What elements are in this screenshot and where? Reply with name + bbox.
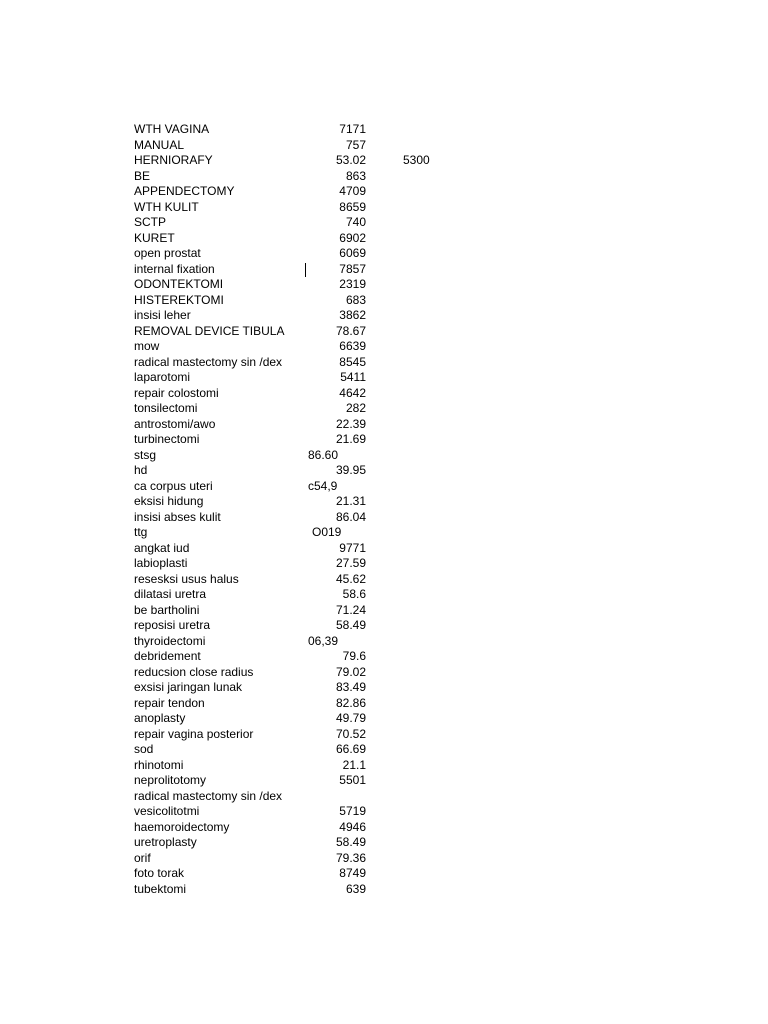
table-row	[0, 122, 768, 138]
table-row	[0, 603, 768, 619]
procedure-name: antrostomi/awo	[134, 416, 216, 431]
procedure-code: 4642	[339, 385, 366, 400]
table-row	[0, 525, 768, 541]
procedure-code: 71.24	[335, 602, 366, 617]
procedure-code: 5411	[340, 370, 366, 384]
procedure-extra-code: 5300	[403, 153, 430, 167]
procedure-name: orif	[134, 850, 151, 865]
procedure-name: reposisi uretra	[134, 618, 211, 632]
procedure-name: radical mastectomy sin /dex	[134, 788, 283, 803]
procedure-code: 49.79	[335, 711, 366, 725]
procedure-name: repair vagina posterior	[134, 726, 254, 741]
procedure-name: rhinotomi	[134, 757, 184, 772]
table-row	[0, 200, 768, 216]
table-row	[0, 184, 768, 200]
procedure-name: turbinectomi	[134, 432, 200, 446]
table-row	[0, 866, 768, 882]
table-row	[0, 231, 768, 247]
procedure-name: thyroidectomi	[134, 633, 206, 648]
procedure-name: HISTEREKTOMI	[134, 292, 224, 307]
procedure-name: dilatasi uretra	[134, 587, 207, 601]
procedure-code: 683	[345, 292, 366, 307]
procedure-name: reducsion close radius	[134, 664, 254, 679]
procedure-name: uretroplasty	[134, 835, 197, 849]
procedure-code: 863	[345, 168, 366, 183]
table-row	[0, 432, 768, 448]
table-row	[0, 138, 768, 154]
procedure-code: 2319	[339, 277, 366, 291]
table-row	[0, 262, 768, 278]
table-row	[0, 386, 768, 402]
procedure-name: neprolitotomy	[134, 773, 207, 787]
procedure-code: c54,9	[308, 478, 338, 493]
procedure-code: 757	[345, 137, 366, 152]
procedure-name: be bartholini	[134, 602, 200, 617]
procedure-code: 82.86	[335, 695, 366, 710]
table-row	[0, 835, 768, 851]
procedure-name: haemoroidectomy	[134, 819, 230, 834]
procedure-name: repair colostomi	[134, 385, 219, 400]
procedure-name: ca corpus uteri	[134, 478, 213, 493]
procedure-code: 58.6	[342, 587, 366, 601]
procedure-name: laparotomi	[134, 370, 191, 384]
table-row	[0, 324, 768, 340]
table-row	[0, 634, 768, 650]
table-row	[0, 479, 768, 495]
procedure-code: 5501	[339, 773, 366, 787]
procedure-name: KURET	[134, 230, 175, 245]
procedure-code: 8749	[339, 866, 366, 880]
procedure-code: 78.67	[335, 323, 366, 338]
table-row	[0, 773, 768, 789]
table-row	[0, 556, 768, 572]
procedure-name: insisi leher	[134, 308, 191, 322]
table-row	[0, 804, 768, 820]
table-row	[0, 649, 768, 665]
procedure-code: 6902	[339, 230, 366, 245]
procedure-code: 27.59	[335, 556, 366, 570]
procedure-code: 4946	[339, 819, 366, 834]
table-row	[0, 851, 768, 867]
procedure-name: mow	[134, 339, 160, 353]
procedure-name: sod	[134, 742, 154, 756]
table-row	[0, 742, 768, 758]
table-row	[0, 510, 768, 526]
procedure-code: 58.49	[335, 835, 366, 849]
procedure-code: 86.60	[308, 447, 339, 462]
table-row	[0, 572, 768, 588]
procedure-code: 70.52	[335, 726, 366, 741]
table-row	[0, 680, 768, 696]
procedure-code: 8659	[339, 199, 366, 214]
procedure-code: 83.49	[335, 680, 366, 694]
procedure-name: BE	[134, 168, 151, 183]
procedure-name: eksisi hidung	[134, 494, 204, 508]
procedure-name: SCTP	[134, 215, 167, 229]
procedure-code: 06,39	[308, 633, 339, 648]
procedure-code: 5719	[339, 804, 366, 818]
procedure-code-list	[0, 122, 768, 897]
procedure-name: vesicolitotmi	[134, 804, 200, 818]
procedure-name: stsg	[134, 447, 157, 462]
text-cursor	[305, 263, 306, 277]
table-row	[0, 587, 768, 603]
procedure-code: 21.69	[335, 432, 366, 446]
table-row	[0, 308, 768, 324]
procedure-code: 58.49	[335, 618, 366, 632]
table-row	[0, 448, 768, 464]
table-row	[0, 711, 768, 727]
table-row	[0, 696, 768, 712]
table-row	[0, 370, 768, 386]
table-row	[0, 339, 768, 355]
procedure-code: 79.02	[335, 664, 366, 679]
procedure-name: resesksi usus halus	[134, 571, 239, 586]
table-row	[0, 541, 768, 557]
procedure-code: 86.04	[335, 509, 366, 524]
table-row	[0, 401, 768, 417]
procedure-code: O019	[312, 525, 342, 539]
table-row	[0, 153, 768, 169]
procedure-name: APPENDECTOMY	[134, 184, 235, 198]
procedure-name: labioplasti	[134, 556, 188, 570]
procedure-name: angkat iud	[134, 540, 190, 555]
procedure-code: 7171	[339, 122, 366, 136]
table-row	[0, 789, 768, 805]
procedure-name: ODONTEKTOMI	[134, 277, 224, 291]
table-row	[0, 355, 768, 371]
procedure-name: hd	[134, 463, 148, 477]
procedure-code: 79.36	[335, 850, 366, 865]
procedure-name: WTH VAGINA	[134, 122, 210, 136]
table-row	[0, 665, 768, 681]
procedure-code: 639	[345, 881, 366, 896]
procedure-code: 21.31	[335, 494, 366, 508]
procedure-code: 45.62	[335, 571, 366, 586]
procedure-name: open prostat	[134, 246, 201, 260]
procedure-code: 740	[345, 215, 366, 229]
procedure-name: WTH KULIT	[134, 199, 199, 214]
procedure-code: 3862	[339, 308, 366, 322]
procedure-name: tubektomi	[134, 881, 187, 896]
procedure-name: radical mastectomy sin /dex	[134, 354, 283, 369]
table-row	[0, 758, 768, 774]
procedure-code: 79.6	[342, 649, 366, 663]
procedure-code: 7857	[339, 261, 366, 276]
table-row	[0, 727, 768, 743]
procedure-code: 282	[345, 401, 366, 415]
table-row	[0, 246, 768, 262]
procedure-name: REMOVAL DEVICE TIBULA	[134, 323, 285, 338]
procedure-name: repair tendon	[134, 695, 205, 710]
procedure-name: tonsilectomi	[134, 401, 198, 415]
procedure-name: HERNIORAFY	[134, 153, 213, 167]
procedure-name: exsisi jaringan lunak	[134, 680, 243, 694]
table-row	[0, 494, 768, 510]
procedure-name: ttg	[134, 525, 148, 539]
procedure-name: foto torak	[134, 866, 185, 880]
procedure-code: 39.95	[335, 463, 366, 477]
procedure-name: internal fixation	[134, 261, 215, 276]
procedure-name: MANUAL	[134, 137, 185, 152]
procedure-code: 8545	[339, 354, 366, 369]
table-row	[0, 820, 768, 836]
procedure-code: 6069	[339, 246, 366, 260]
table-row	[0, 417, 768, 433]
table-row	[0, 277, 768, 293]
table-row	[0, 618, 768, 634]
procedure-code: 66.69	[335, 742, 366, 756]
table-row	[0, 882, 768, 898]
table-row	[0, 215, 768, 231]
procedure-code: 4709	[339, 184, 366, 198]
table-row	[0, 169, 768, 185]
procedure-name: anoplasty	[134, 711, 186, 725]
procedure-name: insisi abses kulit	[134, 509, 221, 524]
procedure-code: 9771	[339, 540, 366, 555]
procedure-code: 21.1	[342, 757, 366, 772]
table-row	[0, 293, 768, 309]
procedure-code: 6639	[339, 339, 366, 353]
procedure-code: 22.39	[335, 416, 366, 431]
table-row	[0, 463, 768, 479]
procedure-code: 53.02	[335, 153, 366, 167]
procedure-name: debridement	[134, 649, 201, 663]
